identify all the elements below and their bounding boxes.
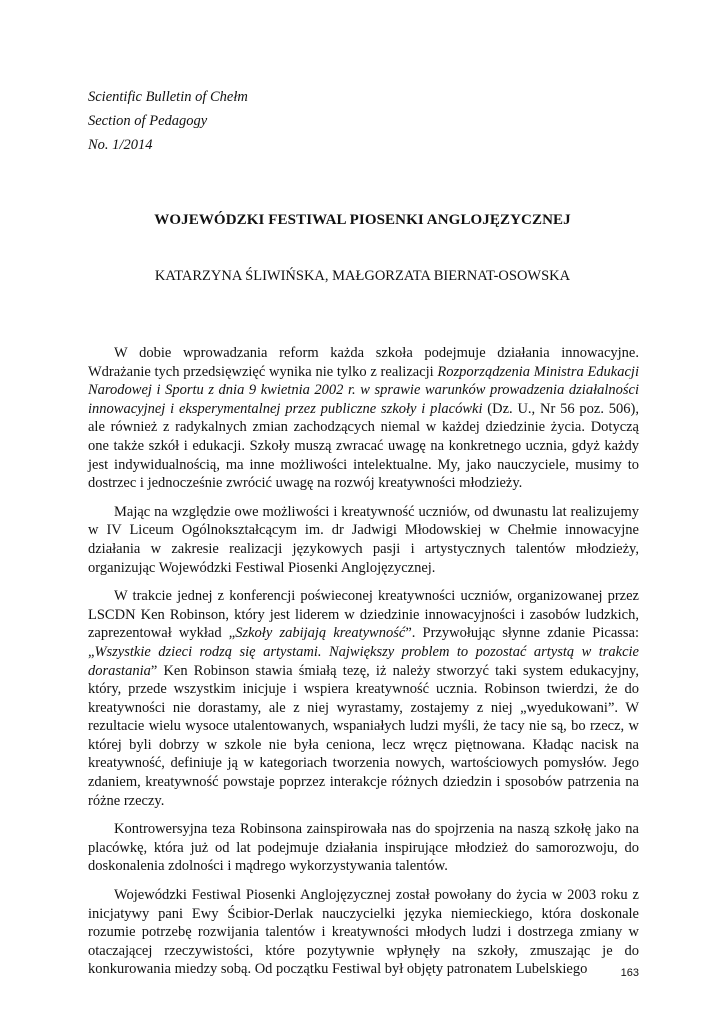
paragraph-5: Wojewódzki Festiwal Piosenki Anglojęzycznej został powołany do życia w 2003 roku z inicjatywy pani Ewy Ścibior-Derlak nauczycielki języka niemieckiego, która doskonale rozumie potrzebę rozwijania talentów i kreatywności młodych ludzi i dostrzega zmiany w otaczającej rzeczywistości, które pozytywnie wpłynęły na szkoły, zmuszając je do konkurowania miedzy sobą. Od początku Festiwal był objęty patronatem Lubelskiego bbox=[88, 887, 639, 978]
paragraph-3 bbox=[88, 587, 639, 810]
p3-picasso-quote: Wszystkie dzieci rodzą się artystami. Największy problem to pozostać artystą w trakcie dorastania bbox=[88, 643, 639, 679]
p3-text-e: ” Ken Robinson stawia śmiałą tezę, iż należy stworzyć taki system edukacyjny, który, przede wszystkim inicjuje i wspiera kreatywność ucznia. Robinson twierdzi, że do kreatywności nie dorastamy, ale z niej wyrastamy, zostajemy z niej „wyedukowani”. W rezultacie wielu wysoce utalentowanych, wspaniałych ludzi myśli, że tacy nie są, bo rzecz, w której byli dobrzy w szkole nie była ceniona, lecz wręcz piętnowana. Kładąc nacisk na kreatywność, definiuje ją w kategoriach tworzenia nowych, wartościowych pomysłów. Jego zdaniem, kreatywność powstaje poprzez interakcje różnych dziedzin i sposobów patrzenia na różne rzeczy. bbox=[88, 662, 639, 809]
article-title: WOJEWÓDZKI FESTIWAL PIOSENKI ANGLOJĘZYCZNEJ bbox=[154, 212, 571, 228]
journal-issue: No. 1/2014 bbox=[88, 137, 153, 153]
p1-regulation-title: Rozporządzenia Ministra Edukacji Narodowej i Sportu z dnia 9 kwietnia 2002 r. w sprawie warunków prowadzenia działalności innowacyjnej i eksperymentalnej przez publiczne szkoły i placówki bbox=[88, 363, 639, 417]
page-number: 163 bbox=[620, 967, 639, 979]
p3-text-c: ”. Przywołując słynne zdanie Picassa: „ bbox=[88, 625, 640, 660]
paragraph-4: Kontrowersyjna teza Robinsona zainspirowała nas do spojrzenia na naszą szkołę jako na placówkę, która już od lat podejmuje działania inspirujące młodzież do samorozwoju, do doskonalenia zdolności i mądrego wykorzystywania talentów. bbox=[88, 821, 639, 875]
paragraph-2: Mając na względzie owe możliwości i kreatywność uczniów, od dwunastu lat realizujemy w IV Liceum Ogólnokształcącym im. dr Jadwigi Młodowskiej w Chełmie innowacyjne działania w zakresie realizacji językowych pasji i artystycznych talentów młodzieży, organizując Wojewódzki Festiwal Piosenki Anglojęzycznej. bbox=[88, 503, 639, 576]
article-body bbox=[88, 344, 639, 989]
p3-lecture-title: Szkoły zabijają kreatywność bbox=[235, 625, 406, 642]
article-authors: KATARZYNA ŚLIWIŃSKA, MAŁGORZATA BIERNAT-OSOWSKA bbox=[154, 268, 571, 284]
p1-text-c: (Dz. U., Nr 56 poz. 506), ale również z radykalnych zmian zachodzących niemal w każdej dziedzinie życia. Dotyczą one także szkół i edukacji. Szkoły muszą zwracać uwagę na konkretnego ucznia, gdyż każdy jest indywidualnością, ma inne możliwości intelektualne. My, jako nauczyciele, musimy to dostrzec i jednocześnie zwrócić uwagę na rozwój kreatywności młodzieży. bbox=[88, 400, 639, 492]
journal-name: Scientific Bulletin of Chełm bbox=[88, 89, 248, 105]
p3-text-a: W trakcie jednej z konferencji poświeconej kreatywności uczniów, organizowanej przez LSCDN Ken Robinson, który jest liderem w dziedzinie innowacyjności i zasobów ludzkich, zaprezentował wykład „ bbox=[88, 588, 639, 642]
journal-section: Section of Pedagogy bbox=[88, 113, 208, 129]
journal-header bbox=[88, 85, 248, 157]
p1-text-a: W dobie wprowadzania reform każda szkoła podejmuje działania innowacyjne. Wdrażanie tych przedsięwzięć wynika nie tylko z realizacji bbox=[88, 345, 639, 380]
paragraph-1 bbox=[88, 344, 639, 493]
